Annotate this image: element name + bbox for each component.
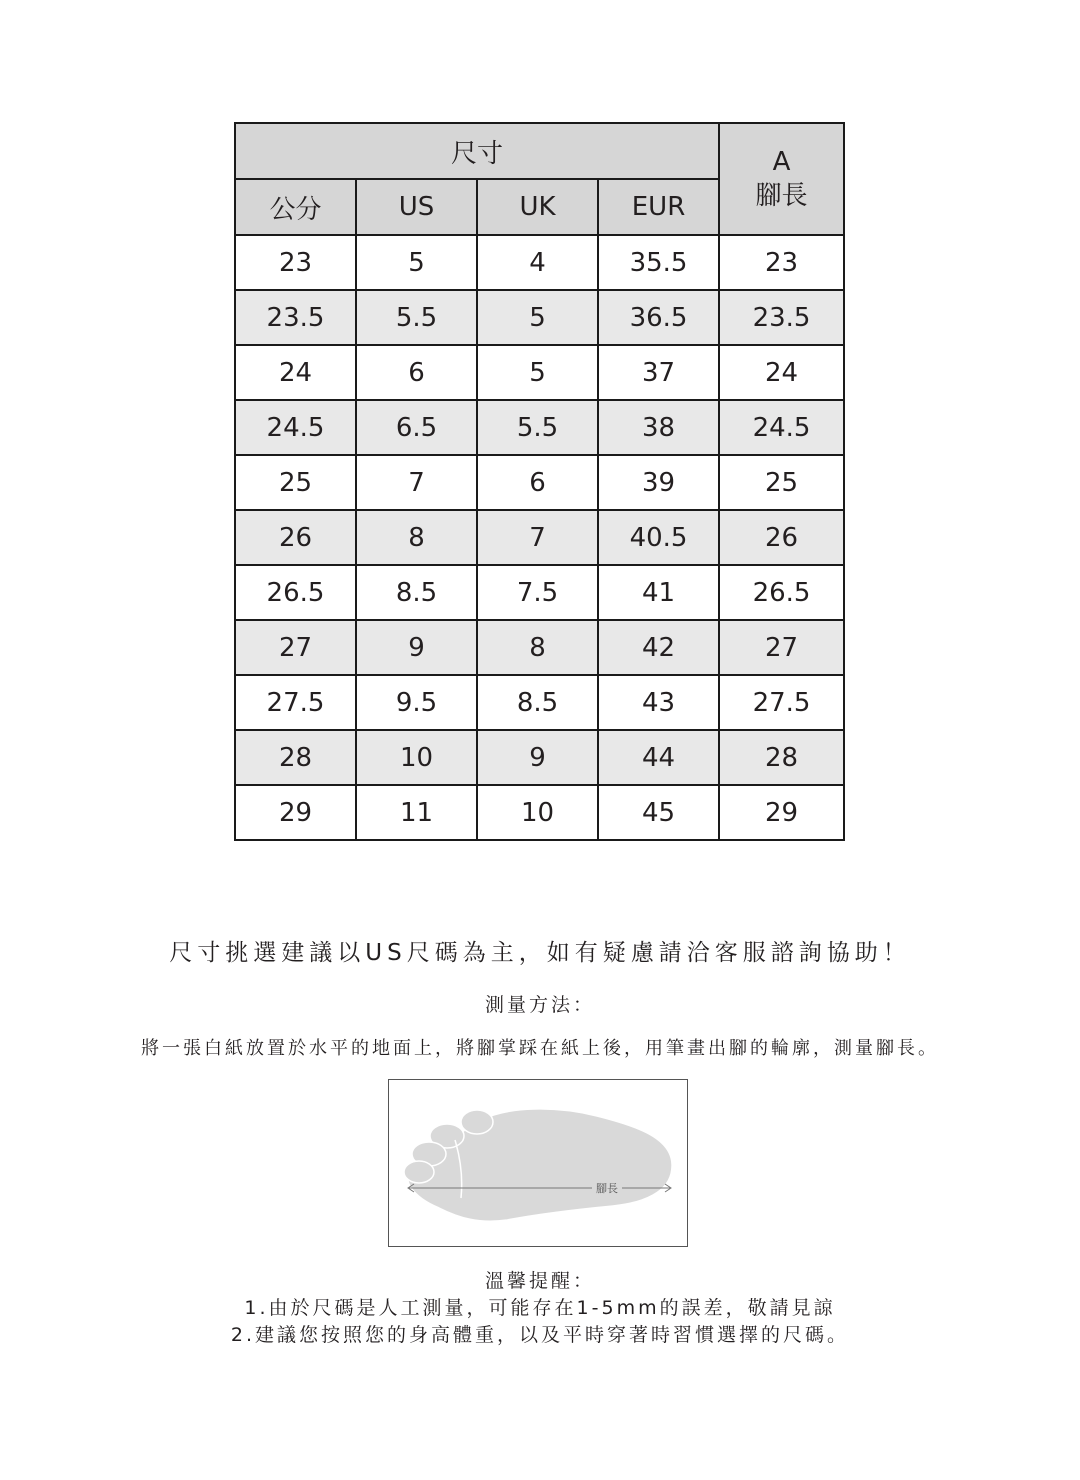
foot-length-label: 腳長	[596, 1182, 618, 1195]
column-header-us: US	[356, 179, 477, 235]
uk-cell: 4	[477, 235, 598, 290]
cm-cell: 29	[235, 785, 356, 840]
foot-length-cell: 27.5	[719, 675, 844, 730]
uk-cell: 5	[477, 290, 598, 345]
eur-cell: 41	[598, 565, 719, 620]
us-cell: 11	[356, 785, 477, 840]
us-cell: 10	[356, 730, 477, 785]
measure-method-text: 將一張白紙放置於水平的地面上，將腳掌踩在紙上後，用筆畫出腳的輪廓，測量腳長。	[141, 1038, 939, 1059]
us-cell: 9.5	[356, 675, 477, 730]
eur-cell: 44	[598, 730, 719, 785]
foot-length-cell: 26	[719, 510, 844, 565]
size-advice-text: 尺寸挑選建議以US尺碼為主，如有疑慮請洽客服諮詢協助！	[169, 940, 911, 966]
eur-cell: 39	[598, 455, 719, 510]
eur-cell: 38	[598, 400, 719, 455]
uk-cell: 6	[477, 455, 598, 510]
table-row	[235, 675, 844, 730]
uk-cell: 10	[477, 785, 598, 840]
foot-length-cell: 26.5	[719, 565, 844, 620]
foot-length-header	[719, 123, 844, 235]
toe-shape	[404, 1161, 434, 1183]
measure-method-title: 測量方法：	[484, 994, 595, 1016]
us-cell: 6.5	[356, 400, 477, 455]
eur-cell: 45	[598, 785, 719, 840]
foot-length-cell: 29	[719, 785, 844, 840]
table-row	[235, 290, 844, 345]
column-header-cm: 公分	[235, 179, 356, 235]
tip-item: 2.建議您按照您的身高體重，以及平時穿著時習慣選擇的尺碼。	[230, 1324, 850, 1346]
table-row	[235, 785, 844, 840]
us-cell: 8.5	[356, 565, 477, 620]
column-header-eur: EUR	[598, 179, 719, 235]
foot-length-cell: 28	[719, 730, 844, 785]
eur-cell: 40.5	[598, 510, 719, 565]
eur-cell: 42	[598, 620, 719, 675]
size-chart-table	[234, 122, 845, 841]
foot-length-cell: 24.5	[719, 400, 844, 455]
us-cell: 5	[356, 235, 477, 290]
us-cell: 5.5	[356, 290, 477, 345]
foot-outline-icon	[389, 1080, 687, 1246]
table-row	[235, 455, 844, 510]
table-row	[235, 400, 844, 455]
foot-length-header-letter: A	[772, 147, 791, 177]
cm-cell: 26.5	[235, 565, 356, 620]
cm-cell: 24	[235, 345, 356, 400]
table-row	[235, 235, 844, 290]
table-row	[235, 345, 844, 400]
cm-cell: 28	[235, 730, 356, 785]
foot-length-cell: 24	[719, 345, 844, 400]
cm-cell: 26	[235, 510, 356, 565]
tip-item: 1.由於尺碼是人工測量，可能存在1-5mm的誤差，敬請見諒	[244, 1297, 836, 1319]
us-cell: 7	[356, 455, 477, 510]
table-row	[235, 620, 844, 675]
uk-cell: 5	[477, 345, 598, 400]
uk-cell: 7.5	[477, 565, 598, 620]
uk-cell: 8.5	[477, 675, 598, 730]
foot-length-cell: 23	[719, 235, 844, 290]
table-row	[235, 510, 844, 565]
cm-cell: 23.5	[235, 290, 356, 345]
us-cell: 6	[356, 345, 477, 400]
foot-length-cell: 23.5	[719, 290, 844, 345]
cm-cell: 27	[235, 620, 356, 675]
cm-cell: 27.5	[235, 675, 356, 730]
column-header-uk: UK	[477, 179, 598, 235]
uk-cell: 5.5	[477, 400, 598, 455]
size-group-header: 尺寸	[235, 123, 719, 179]
uk-cell: 8	[477, 620, 598, 675]
eur-cell: 35.5	[598, 235, 719, 290]
tips-title: 溫馨提醒：	[484, 1270, 595, 1292]
foot-measure-diagram	[388, 1079, 688, 1247]
cm-cell: 25	[235, 455, 356, 510]
uk-cell: 9	[477, 730, 598, 785]
us-cell: 9	[356, 620, 477, 675]
uk-cell: 7	[477, 510, 598, 565]
eur-cell: 36.5	[598, 290, 719, 345]
table-row	[235, 730, 844, 785]
eur-cell: 37	[598, 345, 719, 400]
size-table-body	[235, 235, 844, 840]
cm-cell: 23	[235, 235, 356, 290]
us-cell: 8	[356, 510, 477, 565]
cm-cell: 24.5	[235, 400, 356, 455]
foot-length-cell: 25	[719, 455, 844, 510]
table-row	[235, 565, 844, 620]
eur-cell: 43	[598, 675, 719, 730]
foot-length-cell: 27	[719, 620, 844, 675]
toe-shape	[461, 1110, 493, 1134]
foot-length-header-label: 腳長	[755, 181, 808, 211]
